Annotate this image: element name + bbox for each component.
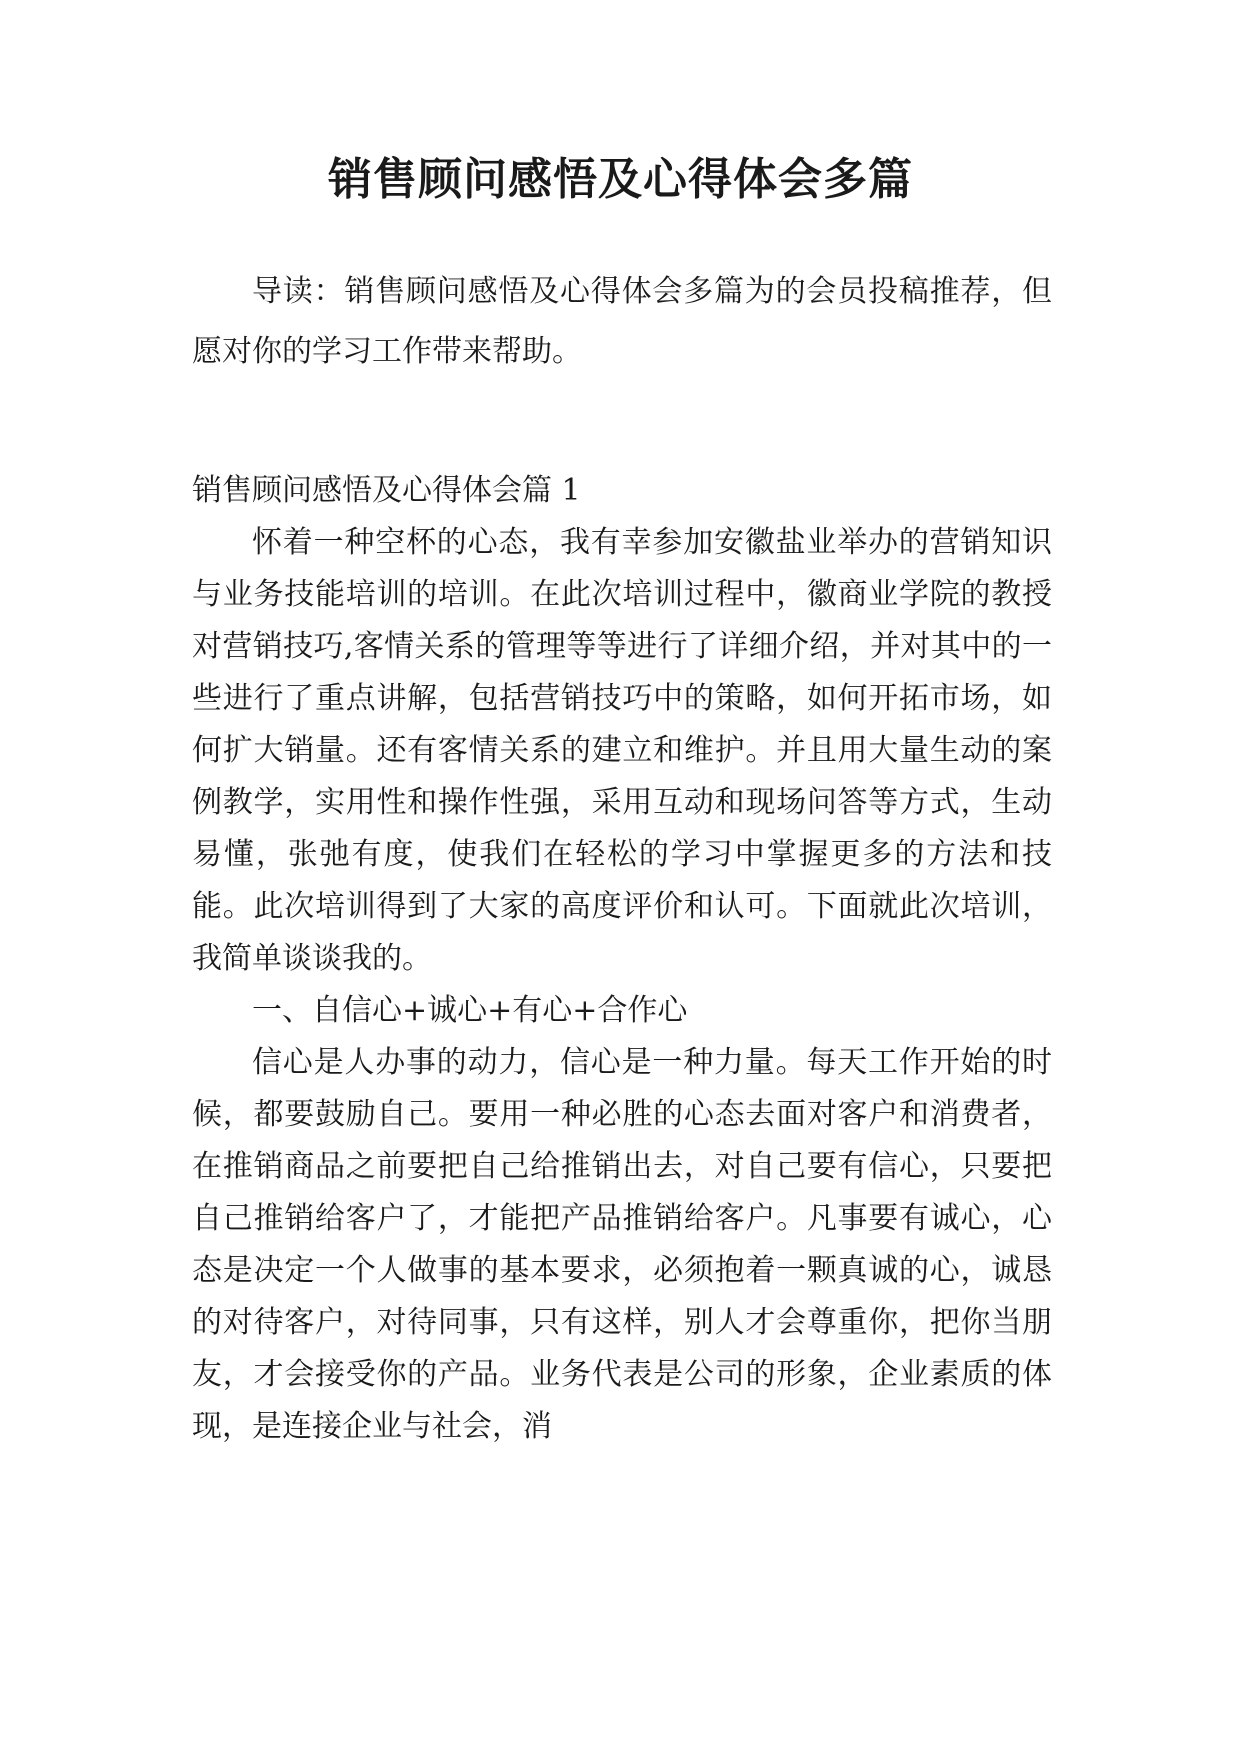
- body-paragraph-2: 信心是人办事的动力，信心是一种力量。每天工作开始的时候，都要鼓励自己。要用一种必胜的心态去面对客户和消费者，在推销商品之前要把自己给推销出去，对自己要有信心，只要把自己推销给客户了，才能把产品推销给客户。凡事要有诚心，心态是决定一个人做事的基本要求，必须抱着一颗真诚的心，诚恳的对待客户，对待同事，只有这样，别人才会尊重你，把你当朋友，才会接受你的产品。业务代表是公司的形象，企业素质的体现，是连接企业与社会，消: [192, 1045, 1052, 1444]
- document-title: 销售顾问感悟及心得体会多篇: [328, 154, 913, 205]
- body-paragraph-1: 怀着一种空杯的心态，我有幸参加安徽盐业举办的营销知识与业务技能培训的培训。在此次培训过程中，徽商业学院的教授对营销技巧,客情关系的管理等等进行了详细介绍，并对其中的一些进行了重点讲解，包括营销技巧中的策略，如何开拓市场，如何扩大销量。还有客情关系的建立和维护。并且用大量生动的案例教学，实用性和操作性强，采用互动和现场问答等方式，生动易懂，张弛有度，使我们在轻松的学习中掌握更多的方法和技能。此次培训得到了大家的高度评价和认可。下面就此次培训，我简单谈谈我的。: [192, 525, 1052, 976]
- intro-paragraph: 导读：销售顾问感悟及心得体会多篇为的会员投稿推荐，但愿对你的学习工作带来帮助。: [192, 274, 1052, 369]
- section-block: [192, 465, 1052, 1453]
- intro-block: [192, 262, 1052, 382]
- subheading-1: 一、自信心+诚心+有心+合作心: [252, 993, 688, 1028]
- section-heading: 销售顾问感悟及心得体会篇 1: [192, 473, 581, 508]
